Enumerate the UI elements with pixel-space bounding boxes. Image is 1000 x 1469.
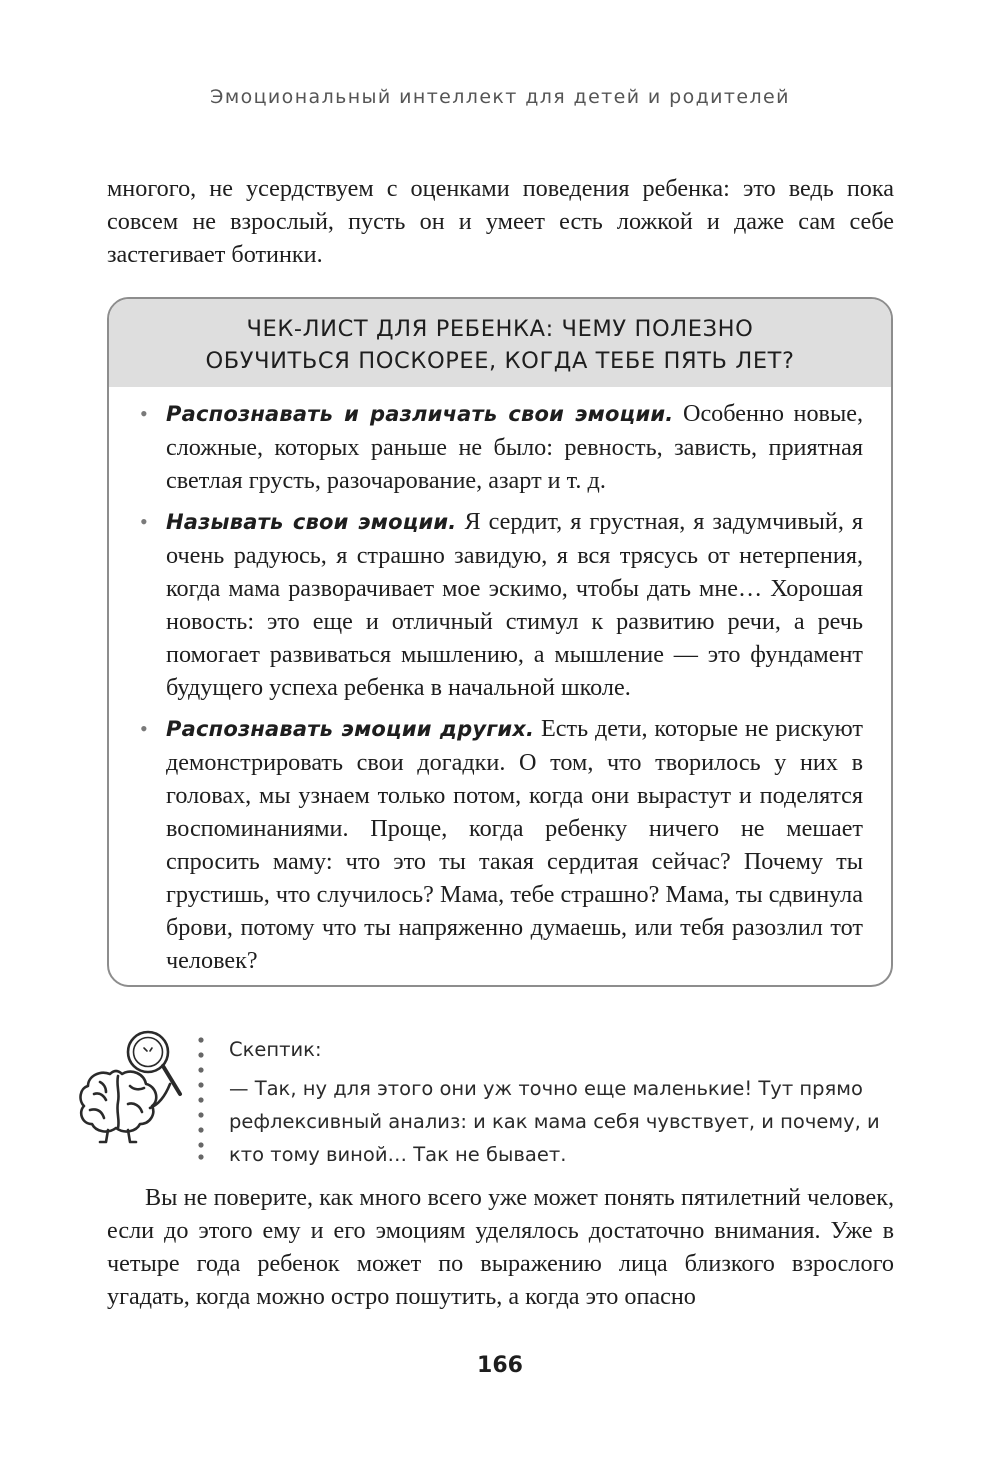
skeptic-aside: [229, 1033, 899, 1171]
bullet-icon: •: [140, 716, 148, 741]
checklist-title: [109, 299, 891, 387]
running-head: Эмоциональный интеллект для детей и родителей: [210, 86, 790, 108]
checklist-item-text: Особенно новые, сложные, которых раньше не было: ревность, зависть, приятная светлая грусть, разочарование, азарт и т. д.: [166, 400, 863, 494]
checklist-title-line-1: ЧЕК-ЛИСТ ДЛЯ РЕБЕНКА: ЧЕМУ ПОЛЕЗНО: [246, 316, 754, 342]
skeptic-quote: — Так, ну для этого они уж точно еще маленькие! Тут прямо рефлексивный анализ: и как мама себя чувствует, и почему, и кто тому виной… Так не бывает.: [229, 1077, 880, 1166]
body-paragraph-bottom: Вы не поверите, как много всего уже может понять пятилетний человек, если до этого ему и его эмоциям уделялось достаточно внимания. Уже в четыре года ребенок может по выражению лица близкого взрослого угадать, когда можно остро пошутить, а когда это опасно: [107, 1184, 894, 1310]
checklist-item: [140, 397, 863, 497]
checklist-items: [109, 387, 891, 977]
checklist-item-lead: Распознавать эмоции других.: [166, 717, 535, 741]
checklist-item: [140, 712, 863, 977]
skeptic-divider-dots: [196, 1036, 206, 1160]
bullet-icon: •: [140, 401, 148, 426]
checklist-box: [107, 297, 893, 987]
bullet-icon: •: [140, 509, 148, 534]
checklist-title-line-2: ОБУЧИТЬСЯ ПОСКОРЕЕ, КОГДА ТЕБЕ ПЯТЬ ЛЕТ?: [205, 348, 795, 374]
checklist-item-lead: Распознавать и различать свои эмоции.: [166, 402, 674, 426]
brain-with-magnifier-icon: [70, 1024, 190, 1144]
skeptic-speaker: Скептик:: [229, 1038, 322, 1061]
page-number: 166: [477, 1353, 523, 1378]
checklist-item-lead: Называть свои эмоции.: [166, 510, 457, 534]
checklist-item: [140, 505, 864, 704]
checklist-item-text: Я сердит, я грустная, я задумчивый, я очень радуюсь, я страшно завидую, я вся трясусь от нетерпения, когда мама разворачивает мое эскимо, чтобы дать мне… Хорошая новость: это еще и отличный стимул к развитию речи, а речь помогает развиваться мышлению, а мышление — это фундамент будущего успеха ребенка в начальной школе.: [166, 508, 864, 701]
body-paragraph-top: многого, не усердствуем с оценками поведения ребенка: это ведь пока совсем не взрослый, пусть он и умеет есть ложкой и даже сам себе застегивает ботинки.: [107, 175, 894, 268]
checklist-item-text: Есть дети, которые не рискуют демонстрировать свои догадки. О том, что творилось у них в головах, мы узнаем только потом, когда они вырастут и поделятся воспоминаниями. Проще, когда ребенку ничего не мешает спросить маму: что это ты такая сердитая сейчас? Почему ты грустишь, что случилось? Мама, тебе страшно? Мама, ты сдвинула брови, потому что ты напряженно думаешь, или тебя разозлил тот человек?: [166, 715, 863, 974]
